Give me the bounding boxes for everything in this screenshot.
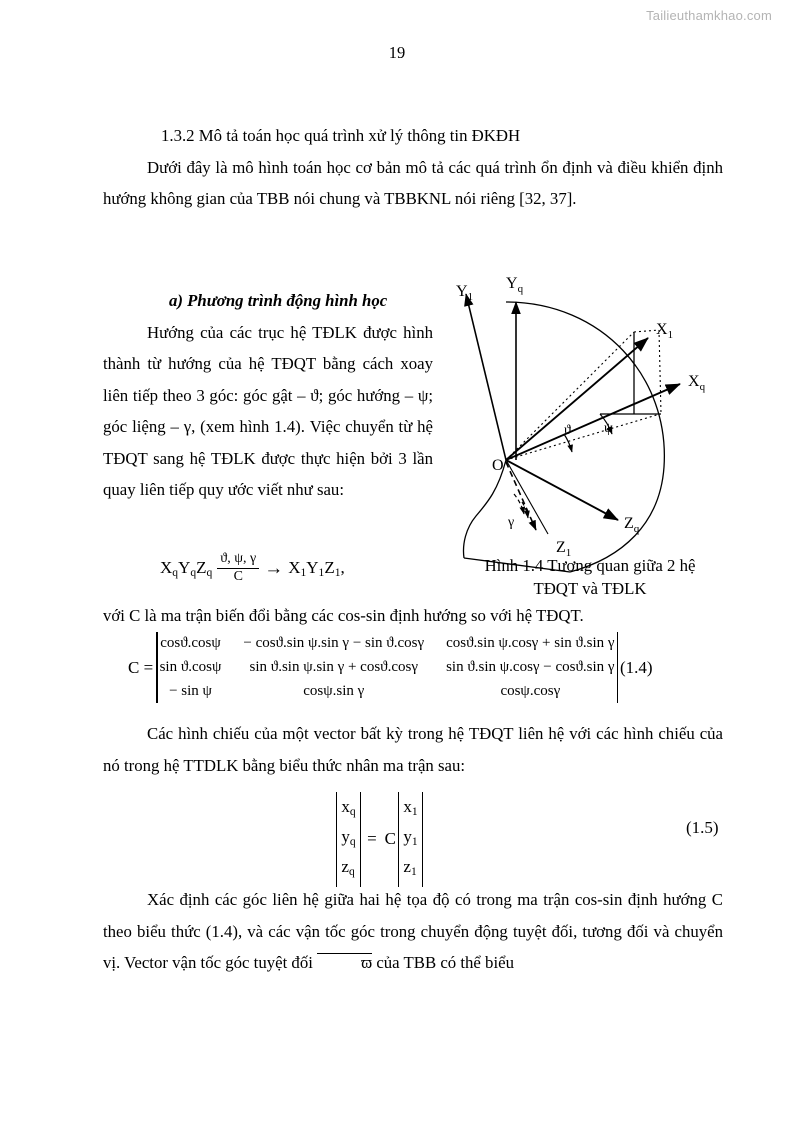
after-figure-line: với C là ma trận biến đổi bằng các cos-sin định hướng so với hệ TĐQT.: [103, 606, 584, 625]
matrix-cell-r2c3: sin ϑ.sin ψ.cosγ − cosϑ.sin γ: [446, 659, 615, 675]
matrix-cell-r3c3: cosψ.cosγ: [500, 683, 561, 699]
section-heading: 1.3.2 Mô tả toán học quá trình xử lý thông tin ĐKĐH: [161, 126, 521, 145]
page-number: 19: [388, 43, 406, 62]
figure-caption: [440, 554, 740, 600]
arc-angle-gamma-inner: [514, 494, 524, 514]
label-y1: $Y_1$: [456, 283, 474, 303]
matrix-cell-r3c2: cosψ.sin γ: [303, 683, 365, 699]
wrapped-text-column: [103, 285, 433, 506]
equation-1-5-tag: (1.5): [686, 818, 719, 837]
matrix-cell-r1c3: cosϑ.sin ψ.cosγ + sin ϑ.sin γ: [446, 635, 615, 651]
eq-transition-denominator: C: [217, 568, 259, 585]
right-arrow-icon: →: [264, 557, 284, 579]
eq-transition-fraction: [217, 552, 259, 584]
equation-transition: [160, 552, 345, 584]
equation-1-5-left-vector: [336, 792, 361, 887]
dotted-line-o-to-xq-proj: [506, 414, 660, 460]
label-zq: $Z_q$: [624, 515, 640, 535]
axis-xq: [506, 384, 680, 460]
left-vector-y: $y_q$: [341, 827, 356, 849]
figure-caption-line-1: Hình 1.4 Tương quan giữa 2 hệ: [484, 556, 696, 575]
lobe-outline-left: [464, 460, 507, 558]
label-angle-theta: ϑ: [564, 423, 571, 438]
equation-1-5: [336, 792, 423, 887]
figure-caption-line-2: TĐQT và TĐLK: [533, 579, 647, 598]
mid-paragraph: Các hình chiếu của một vector bất kỳ trong hệ TĐQT liên hệ với các hình chiếu của nó trong hệ TTDLK bằng biểu thức nhân ma trận sau:: [103, 724, 723, 775]
right-vector-y: $y_1$: [403, 827, 418, 849]
label-xq: $X_q$: [688, 373, 706, 393]
tail-part-1: Xác định các góc liên hệ giữa hai hệ tọa độ có trong ma trận cos-sin định hướng C theo biểu thức (1.4), và các vận tốc góc trong chuyển động tuyệt đối, tương đối và chuyển vị. Vector vận tốc góc tuyệt đối: [103, 890, 723, 972]
omega-symbol: ϖ: [317, 953, 372, 972]
matrix-cell-r2c2: sin ϑ.sin ψ.sin γ + cosϑ.cosγ: [249, 659, 418, 675]
matrix-cell-r3c1: − sin ψ: [169, 683, 212, 699]
label-yq: $Y_q$: [506, 275, 524, 295]
matrix-cell-r1c1: cosϑ.cosψ: [160, 635, 221, 651]
equation-1-5-matrix-symbol: C: [384, 829, 396, 849]
figure-1-4-diagram: [452, 262, 752, 592]
equation-1-4: [128, 632, 653, 703]
matrix-grid: [158, 632, 617, 703]
label-angle-gamma: γ: [508, 515, 515, 530]
equation-1-5-equals: =: [367, 829, 377, 849]
eq-transition-numerator: ϑ, ψ, γ: [220, 551, 257, 566]
axis-y1: [466, 294, 506, 460]
label-z1: $Z_1$: [556, 539, 572, 559]
eq-transition-lhs: $X_qY_qZ_q$: [160, 557, 213, 579]
equation-1-4-matrix: [156, 632, 618, 703]
right-vector-right-bar: [422, 792, 423, 887]
equation-1-4-tag: (1.4): [619, 657, 653, 677]
intro-paragraph: Dưới đây là mô hình toán học cơ bản mô tả các quá trình ổn định và điều khiển định hướng không gian của TBB nói chung và TBBKNL nói riêng [32, 37].: [103, 157, 723, 208]
left-vector-column: [337, 792, 359, 887]
tail-part-2: của TBB có thể biểu: [372, 953, 514, 972]
label-angle-psi: ψ: [604, 421, 613, 436]
top-text-block: [103, 120, 723, 215]
left-vector-z: $z_q$: [341, 857, 355, 879]
matrix-cell-r2c1: sin ϑ.cosψ: [159, 659, 222, 675]
equation-1-5-right-vector: [398, 792, 423, 887]
watermark-text: Tailieuthamkhao.com: [646, 8, 772, 23]
tail-paragraph: [103, 884, 723, 979]
right-vector-x: $x_1$: [403, 797, 418, 819]
label-origin-o: O: [492, 457, 504, 474]
left-vector-x: $x_q$: [341, 797, 356, 819]
axis-x1: [506, 338, 648, 460]
right-vector-column: [399, 792, 421, 887]
right-vector-z: $z_1$: [403, 857, 417, 879]
subsection-heading: a) Phương trình động hình học: [169, 291, 388, 310]
dotted-vertical-right: [659, 330, 661, 414]
equation-1-4-lhs: C =: [128, 657, 154, 677]
matrix-cell-r1c2: − cosϑ.sin ψ.sin γ − sin ϑ.cosγ: [243, 635, 425, 651]
label-x1: $X_1$: [656, 321, 674, 341]
sphere-outline-arc: [506, 302, 664, 572]
eq-transition-rhs: $X_1Y_1Z_1$,: [288, 557, 345, 579]
tail-paragraph-text: [103, 884, 723, 979]
wrap-paragraph: Hướng của các trục hệ TĐLK được hình thành từ hướng của hệ TĐQT bằng cách xoay liên tiếp theo 3 góc: góc gật – ϑ; góc hướng – ψ; góc liệng – γ, (xem hình 1.4). Việc chuyển từ hệ TĐQT sang hệ TĐLK được thực hiện bởi 3 lần quay liên tiếp quy ước viết như sau:: [103, 322, 433, 499]
